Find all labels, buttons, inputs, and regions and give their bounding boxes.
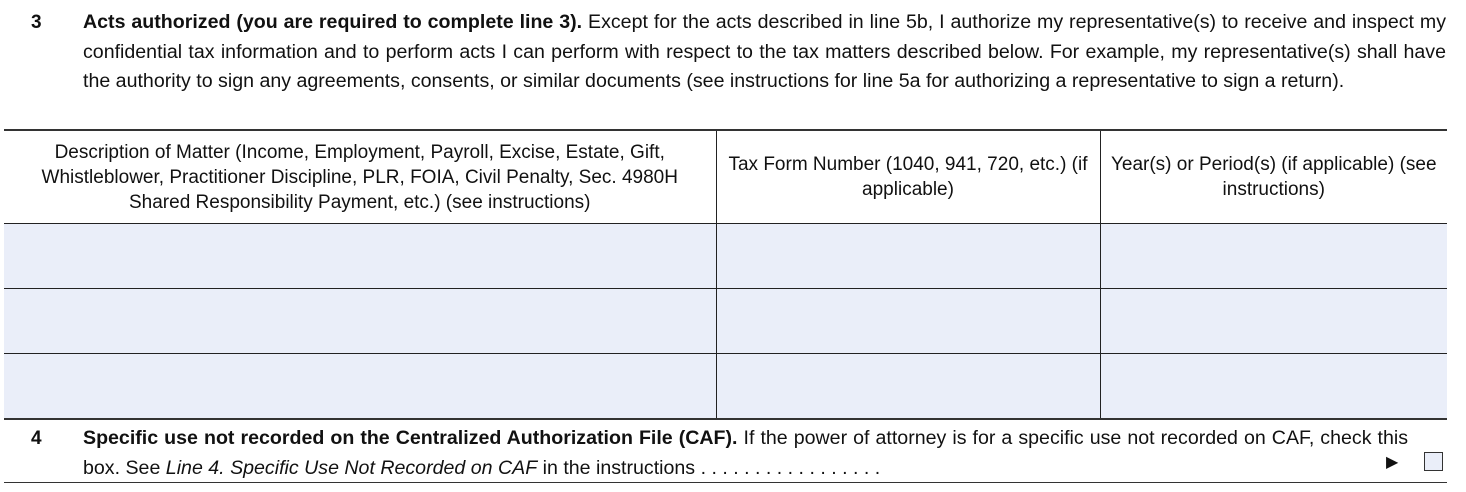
- description-field[interactable]: [4, 354, 716, 420]
- table-row: [4, 224, 1447, 289]
- column-header-description: Description of Matter (Income, Employment, Payroll, Excise, Estate, Gift, Whistleblower, Practitioner Discipline, PLR, FOIA, Civil Penalty, Sec. 4980H Shared Responsibility Payment, etc.) (see instructions): [4, 131, 716, 224]
- tax-form-number-field[interactable]: [716, 354, 1100, 420]
- years-periods-field[interactable]: [1100, 289, 1447, 354]
- line-4-text: If the power of attorney is for a specific use not recorded on CAF, check this box. See: [83, 427, 1409, 479]
- line-3-heading: Acts authorized (you are required to complete line 3).: [83, 11, 583, 33]
- leader-dots: . . . . . . . . . . . . . . . . .: [700, 456, 881, 479]
- column-header-years-periods: Year(s) or Period(s) (if applicable) (see instructions): [1100, 131, 1447, 224]
- table-row: [4, 289, 1447, 354]
- tax-matters-table: [4, 131, 1447, 420]
- specific-use-checkbox[interactable]: [1424, 452, 1443, 471]
- table-row: [4, 354, 1447, 420]
- years-periods-field[interactable]: [1100, 354, 1447, 420]
- line-3-text: Except for the acts described in line 5b, I authorize my representative(s) to receive and inspect my confidential tax information and to perform acts I can perform with respect to the tax matters described below. For example, my representative(s) shall have the authority to sign any agreements, consents, or similar documents (see instructions for line 5a for authorizing a representative to sign a return).: [83, 11, 1446, 92]
- line-4-paragraph: [83, 424, 1408, 483]
- arrow-right-icon: ▶: [1386, 454, 1399, 471]
- line-3-paragraph: [83, 8, 1446, 97]
- description-field[interactable]: [4, 224, 716, 289]
- line-4-number: 4: [31, 428, 42, 449]
- tax-form-number-field[interactable]: [716, 289, 1100, 354]
- bottom-rule: [4, 482, 1447, 483]
- line-4-text-end: in the instructions: [542, 456, 696, 479]
- line-4-heading: Specific use not recorded on the Centralized Authorization File (CAF).: [83, 427, 738, 449]
- description-field[interactable]: [4, 289, 716, 354]
- table-header-row: [4, 131, 1447, 224]
- tax-form-number-field[interactable]: [716, 224, 1100, 289]
- years-periods-field[interactable]: [1100, 224, 1447, 289]
- line-4-instruction-reference: Line 4. Specific Use Not Recorded on CAF: [165, 456, 538, 479]
- line-3-number: 3: [31, 12, 42, 33]
- column-header-tax-form-number: Tax Form Number (1040, 941, 720, etc.) (if applicable): [716, 131, 1100, 224]
